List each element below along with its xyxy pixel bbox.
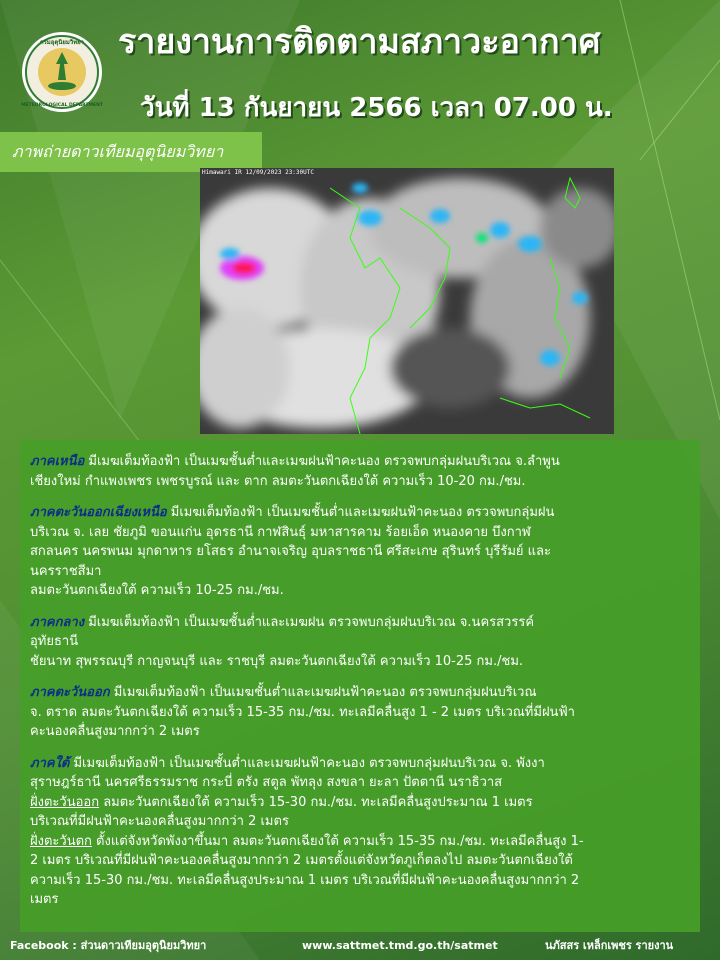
page-title: รายงานการติดตามสภาวะอากาศ (118, 22, 601, 62)
region-line: อุทัยธานี (30, 634, 79, 649)
region-line: สุราษฎร์ธานี นครศรีธรรมราช กระบี่ ตรัง สตูล พัทลุง สงขลา ยะลา ปัตตานี นราธิวาส (30, 775, 503, 790)
region-line: บริเวณที่มีฝนฟ้าคะนองคลื่นสูงมากกว่า 2 เมตร (30, 814, 289, 829)
satellite-image (200, 168, 614, 434)
report-date: วันที่ 13 กันยายน 2566 เวลา 07.00 น. (140, 93, 613, 123)
region-block (30, 613, 688, 672)
region-text: มีเมฆเต็มท้องฟ้า เป็นเมฆชั้นต่ำและเมฆฝนฟ้าคะนอง ตรวจพบกลุ่มฝน (166, 505, 555, 520)
region-block (30, 683, 688, 742)
region-south-line (30, 754, 688, 774)
satellite-map (200, 168, 614, 434)
south-east-line (30, 793, 688, 813)
tmd-logo (20, 30, 104, 114)
south-east-text: ลมตะวันตกเฉียงใต้ ความเร็ว 15-30 กม./ชม. ทะเลมีคลื่นสูงประมาณ 1 เมตร (99, 794, 533, 810)
facebook-link[interactable]: Facebook : ส่วนดาวเทียมอุตุนิยมวิทยา (10, 939, 207, 952)
region-line: จ. ตราด ลมตะวันตกเฉียงใต้ ความเร็ว 15-35 กม./ชม. ทะเลมีคลื่นสูง 1 - 2 เมตร บริเวณที่มีฝนฟ้า (30, 704, 575, 720)
region-line: ชัยนาท สุพรรณบุรี กาญจนบุรี และ ราชบุรี ลมตะวันตกเฉียงใต้ ความเร็ว 10-25 กม./ชม. (30, 653, 524, 669)
south-west-text: ตั้งแต่จังหวัดพังงาขึ้นมา ลมตะวันตกเฉียงใต้ ความเร็ว 15-35 กม./ชม. ทะเลมีคลื่นสูง 1- (91, 833, 584, 849)
region-block (30, 503, 688, 601)
region-text: มีเมฆเต็มท้องฟ้า เป็นเมฆชั้นต่ำและเมฆฝนฟ้าคะนอง ตรวจพบกลุ่มฝนบริเวณ (109, 685, 537, 700)
weather-report-panel (20, 440, 700, 932)
region-line: คะนองคลื่นสูงมากกว่า 2 เมตร (30, 724, 200, 739)
south-west-line (30, 832, 688, 852)
region-name: ภาคใต้ (30, 755, 70, 771)
region-line: เชียงใหม่ กำแพงเพชร เพชรบูรณ์ และ ตาก ลมตะวันตกเฉียงใต้ ความเร็ว 10-20 กม./ชม. (30, 473, 526, 489)
region-south (30, 754, 688, 910)
region-first-line (30, 683, 688, 703)
region-line: ลมตะวันตกเฉียงใต้ ความเร็ว 10-25 กม./ชม. (30, 583, 284, 598)
region-line: 2 เมตร บริเวณที่มีฝนฟ้าคะนองคลื่นสูงมากกว่า 2 เมตรตั้งแต่จังหวัดภูเก็ตลงไป ลมตะวันตกเฉียงใต้ (30, 853, 573, 868)
region-text: มีเมฆเต็มท้องฟ้า เป็นเมฆชั้นต่ำและเมฆฝน ตรวจพบกลุ่มฝนบริเวณ จ.นครสวรรค์ (84, 614, 535, 630)
region-block (30, 452, 688, 491)
region-name: ภาคกลาง (30, 614, 85, 630)
logo-text-top: กรมอุตุนิยมวิทยา (39, 39, 85, 46)
footer (0, 936, 720, 960)
region-text: มีเมฆเต็มท้องฟ้า เป็นเมฆชั้นต่ำและเมฆฝนฟ้าคะนอง ตรวจพบกลุ่มฝนบริเวณ จ. พังงา (69, 755, 545, 771)
region-name: ภาคเหนือ (30, 454, 85, 469)
region-line: นครราชสีมา (30, 563, 102, 579)
region-name: ภาคตะวันออก (30, 685, 110, 700)
south-west-label: ฝั่งตะวันตก (30, 833, 92, 849)
region-line: ความเร็ว 15-30 กม./ชม. ทะเลมีคลื่นสูงประมาณ 1 เมตร บริเวณที่มีฝนฟ้าคะนองคลื่นสูงมากกว่า 2 (30, 872, 580, 888)
region-first-line (30, 452, 688, 472)
region-line: บริเวณ จ. เลย ชัยภูมิ ขอนแก่น อุดรธานี กาฬสินธุ์ มหาสารคาม ร้อยเอ็ด หนองคาย บึงกาฬ (30, 524, 531, 540)
website-link[interactable]: www.sattmet.tmd.go.th/satmet (302, 939, 498, 952)
region-line: สกลนคร นครพนม มุกดาหาร ยโสธร อำนาจเจริญ อุบลราชธานี ศรีสะเกษ สุรินทร์ บุรีรัมย์ และ (30, 544, 552, 559)
satellite-label: ภาพถ่ายดาวเทียมอุตุนิยมวิทยา (0, 132, 262, 172)
region-first-line (30, 503, 688, 523)
region-name: ภาคตะวันออกเฉียงเหนือ (30, 505, 167, 520)
reporter-name: นภัสสร เหล็กเพชร รายงาน (545, 939, 674, 952)
region-line: เมตร (30, 892, 59, 907)
south-east-label: ฝั่งตะวันออก (30, 794, 100, 810)
logo-text-bottom: METEOROLOGICAL DEPARTMENT (21, 103, 103, 108)
region-first-line (30, 613, 688, 633)
region-text: มีเมฆเต็มท้องฟ้า เป็นเมฆชั้นต่ำและเมฆฝนฟ้าคะนอง ตรวจพบกลุ่มฝนบริเวณ จ.ลำพูน (84, 454, 560, 469)
satellite-header: Himawari IR 12/09/2023 23:30UTC (202, 169, 314, 176)
